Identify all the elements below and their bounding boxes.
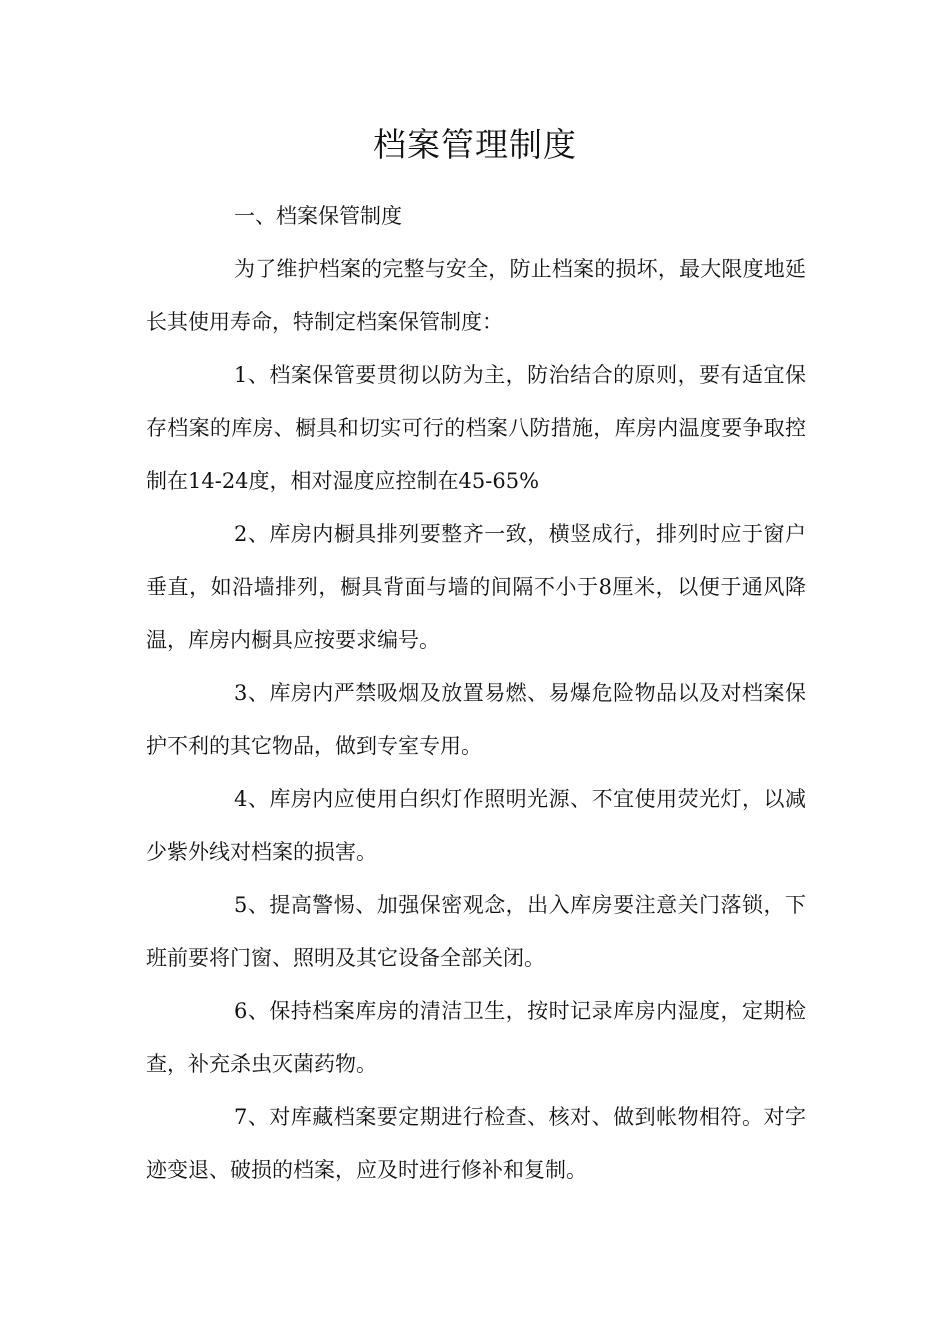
rule-item-6: 6、保持档案库房的清洁卫生，按时记录库房内湿度，定期检查，补充杀虫灭菌药物。 [146, 999, 806, 1076]
rule-item-5: 5、提高警惕、加强保密观念，出入库房要注意关门落锁，下班前要将门窗、照明及其它设备全部关闭。 [146, 893, 806, 970]
document-title: 档案管理制度 [373, 125, 577, 164]
rule-item-3: 3、库房内严禁吸烟及放置易燃、易爆危险物品以及对档案保护不利的其它物品，做到专室专用。 [146, 681, 806, 758]
rule-item-1: 1、档案保管要贯彻以防为主，防治结合的原则，要有适宜保存档案的库房、橱具和切实可行的档案八防措施，库房内温度要争取控制在14-24度，相对湿度应控制在45-65% [146, 363, 806, 493]
rule-item-2: 2、库房内橱具排列要整齐一致，横竖成行，排列时应于窗户垂直，如沿墙排列，橱具背面与墙的间隔不小于8厘米，以便于通风降温，库房内橱具应按要求编号。 [146, 522, 806, 652]
document-body [146, 190, 806, 1197]
rule-item-7: 7、对库藏档案要定期进行检查、核对、做到帐物相符。对字迹变退、破损的档案，应及时进行修补和复制。 [146, 1105, 806, 1182]
intro-paragraph: 为了维护档案的完整与安全，防止档案的损坏，最大限度地延长其使用寿命，特制定档案保管制度： [146, 257, 806, 334]
rule-item-4: 4、库房内应使用白织灯作照明光源、不宜使用荧光灯，以减少紫外线对档案的损害。 [146, 787, 806, 864]
section-heading: 一、档案保管制度 [234, 204, 402, 228]
